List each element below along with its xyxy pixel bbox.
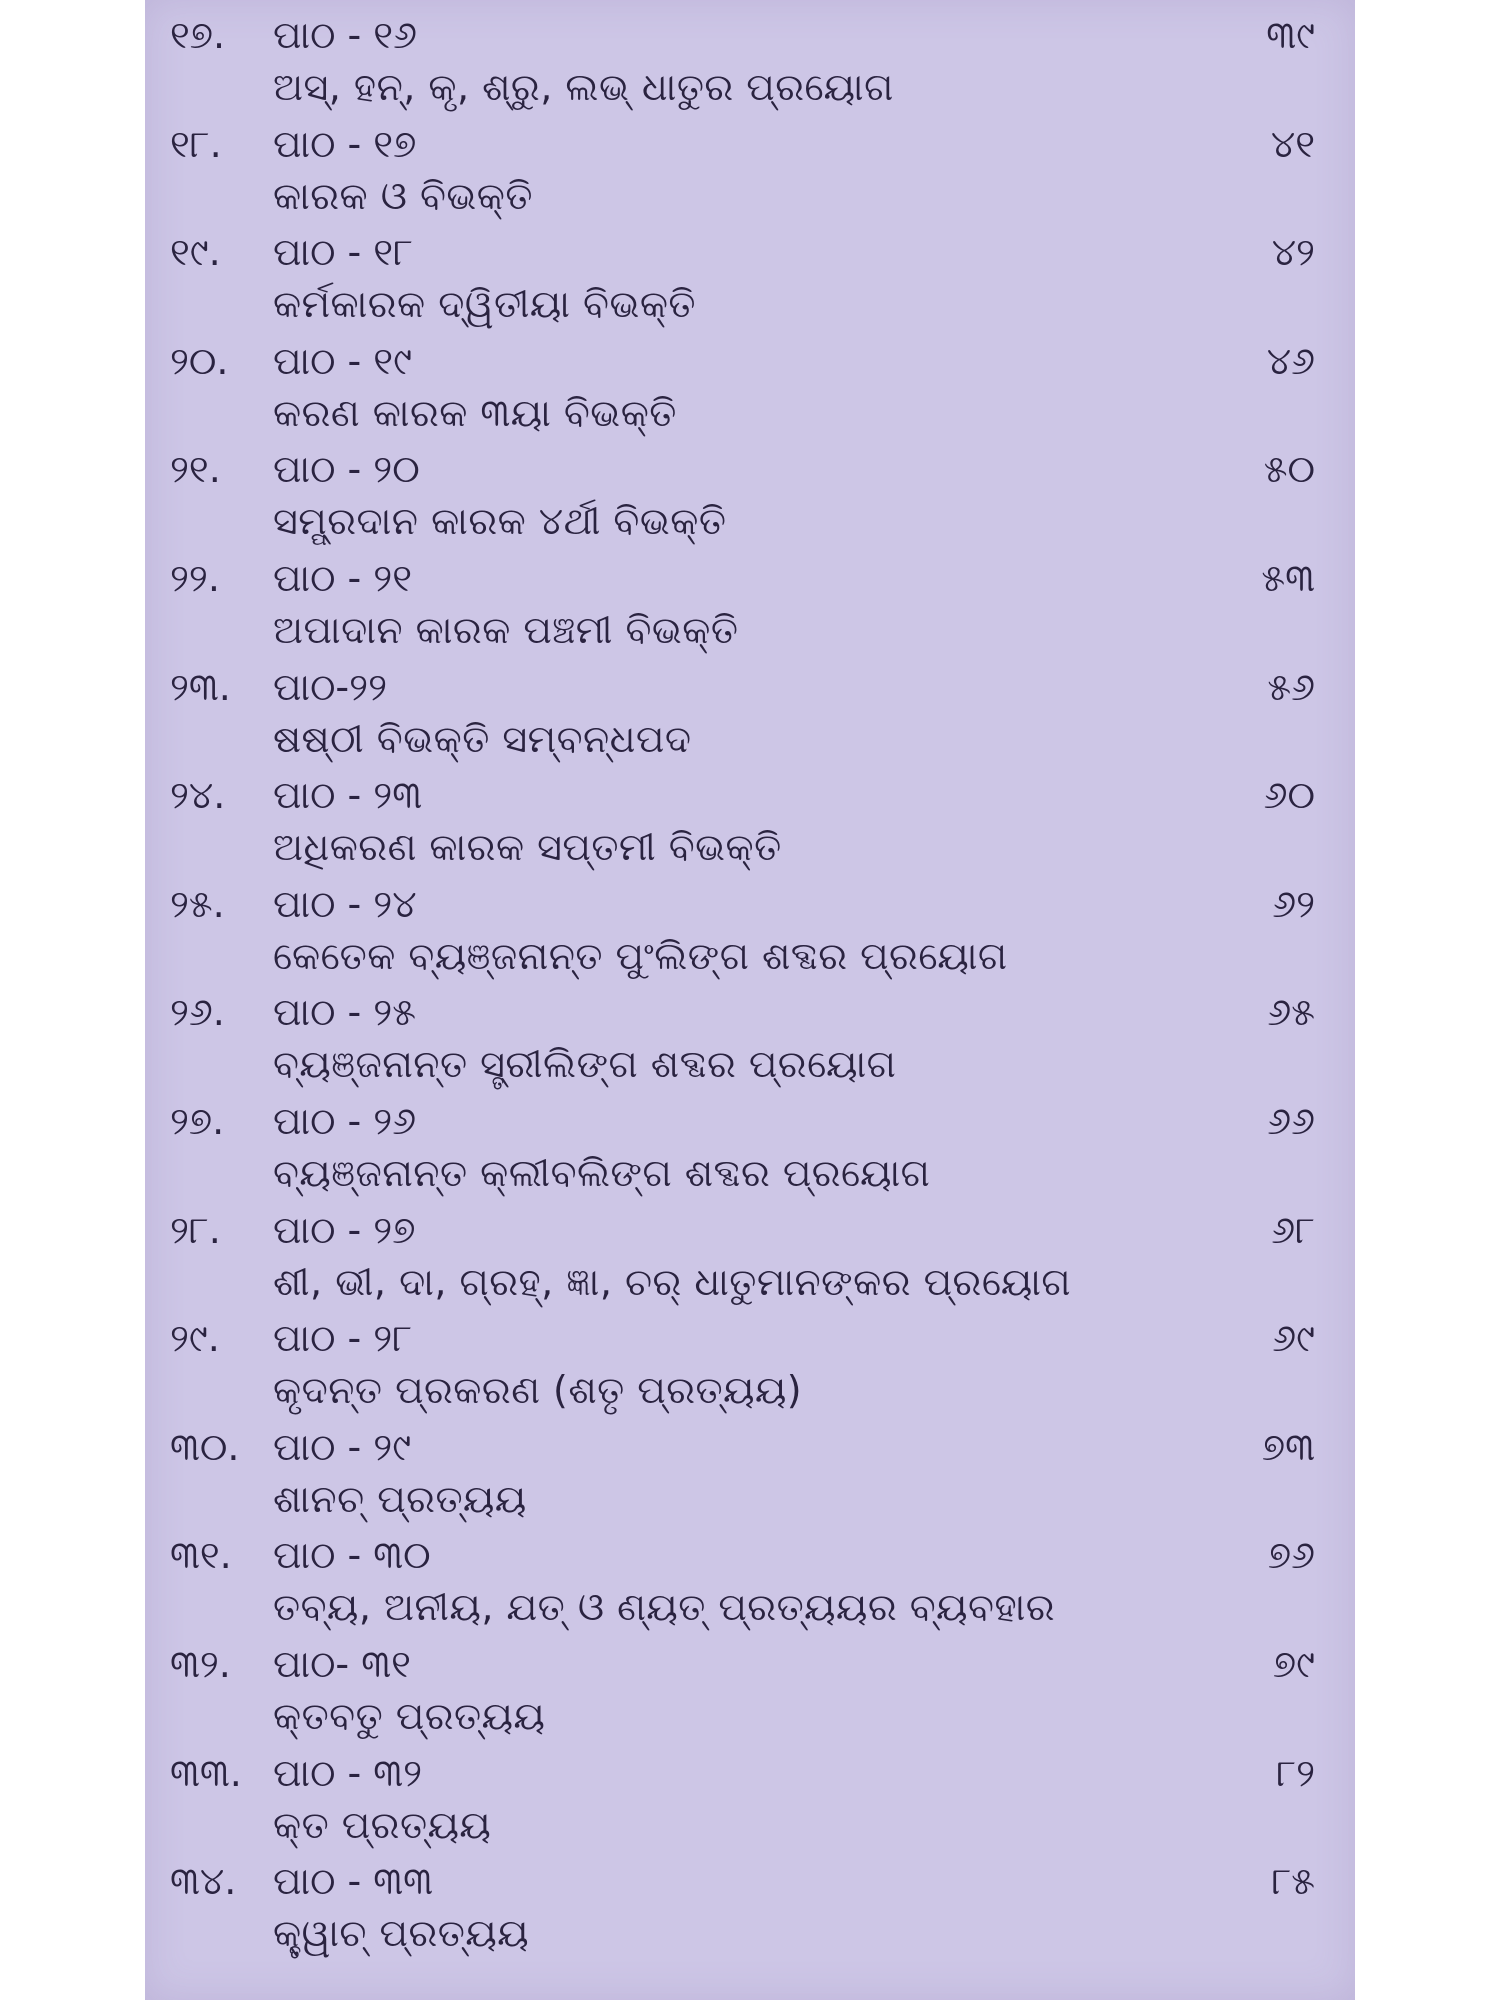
entry-title: ତବ୍ୟ, ଅନୀୟ, ଯତ୍ ଓ ଣ୍ୟତ୍ ପ୍ରତ୍ୟୟର ବ୍ୟବହାର xyxy=(273,1585,1056,1630)
toc-entry xyxy=(145,1746,1355,1855)
entry-number: ୨୪. xyxy=(170,773,226,818)
toc-entry xyxy=(145,1420,1355,1529)
toc-entry xyxy=(145,985,1355,1094)
page-number: ୬୨ xyxy=(1272,881,1315,926)
lesson-label: ପାଠ - ୧୮ xyxy=(273,230,413,275)
page-number: ୪୧ xyxy=(1270,121,1315,166)
page-number: ୭୩ xyxy=(1261,1424,1315,1469)
entry-number: ୧୮. xyxy=(170,121,222,166)
entry-number: ୨୯. xyxy=(170,1316,220,1361)
entry-title: କରଣ କାରକ ୩ୟା ବିଭକ୍ତି xyxy=(273,390,677,435)
entry-title: ଶୀ, ଭୀ, ଦା, ଗ୍ରହ୍, ଜ୍ଞା, ଚର୍ ଧାତୁମାନଙ୍କର ପ୍ରୟୋଗ xyxy=(273,1259,1072,1304)
entry-title: କ୍ତ୍ୱାଚ୍ ପ୍ରତ୍ୟୟ xyxy=(273,1911,530,1956)
entry-number: ୨୦. xyxy=(170,338,229,383)
lesson-label: ପାଠ - ୧୯ xyxy=(273,338,412,383)
lesson-label: ପାଠ - ୨୧ xyxy=(273,555,413,600)
entry-title: କେତେକ ବ୍ୟଞ୍ଜନାନ୍ତ ପୁଂଲିଙ୍ଗ ଶବ୍ଦର ପ୍ରୟୋଗ xyxy=(273,933,1008,978)
lesson-label: ପାଠ-୨୨ xyxy=(273,664,387,709)
entry-title: ସମ୍ପ୍ରଦାନ କାରକ ୪ର୍ଥୀ ବିଭକ୍ତି xyxy=(273,499,727,544)
toc-entry xyxy=(145,1528,1355,1637)
toc-entry xyxy=(145,1094,1355,1203)
entry-number: ୨୨. xyxy=(170,555,220,600)
entry-title: କର୍ମକାରକ ଦ୍ୱିତୀୟା ବିଭକ୍ତି xyxy=(273,282,697,327)
entry-number: ୩୨. xyxy=(170,1641,231,1686)
toc-entry xyxy=(145,768,1355,877)
lesson-label: ପାଠ - ୧୭ xyxy=(273,121,417,166)
entry-number: ୨୧. xyxy=(170,447,221,492)
page-number: ୪୬ xyxy=(1266,338,1315,383)
lesson-label: ପାଠ - ୨୬ xyxy=(273,1098,417,1143)
entry-number: ୨୩. xyxy=(170,664,231,709)
entry-number: ୧୭. xyxy=(170,13,226,57)
page-number: ୮୫ xyxy=(1271,1859,1315,1904)
entry-title: ଅଧିକରଣ କାରକ ସପ୍ତମୀ ବିଭକ୍ତି xyxy=(273,825,782,870)
entry-number: ୨୮. xyxy=(170,1207,221,1252)
page-number: ୫୩ xyxy=(1261,555,1315,600)
lesson-label: ପାଠ - ୩୩ xyxy=(273,1859,434,1904)
entry-number: ୩୦. xyxy=(170,1424,240,1469)
entry-title: କ୍ତବତୁ ପ୍ରତ୍ୟୟ xyxy=(273,1693,546,1738)
entry-title: କାରକ ଓ ବିଭକ୍ତି xyxy=(273,173,533,218)
page-number: ୩୯ xyxy=(1266,13,1315,57)
lesson-label: ପାଠ - ୨୦ xyxy=(273,447,420,492)
toc-entry xyxy=(145,1311,1355,1420)
entry-title: ବ୍ୟଞ୍ଜନାନ୍ତ ସ୍ତ୍ରୀଲିଙ୍ଗ ଶବ୍ଦର ପ୍ରୟୋଗ xyxy=(273,1042,897,1087)
page-number: ୬୮ xyxy=(1271,1207,1315,1252)
lesson-label: ପାଠ - ୨୯ xyxy=(273,1424,412,1469)
book-page xyxy=(145,0,1355,2000)
entry-number: ୨୬. xyxy=(170,990,225,1035)
entry-title: କ୍ତ ପ୍ରତ୍ୟୟ xyxy=(273,1802,492,1847)
entry-number: ୨୭. xyxy=(170,1098,225,1143)
lesson-label: ପାଠ - ୩୨ xyxy=(273,1750,423,1795)
toc-entry xyxy=(145,442,1355,551)
page-number: ୫୬ xyxy=(1267,664,1315,709)
page-number: ୭୯ xyxy=(1272,1641,1315,1686)
page-number: ୭୬ xyxy=(1267,1533,1315,1578)
entry-title: ବ୍ୟଞ୍ଜନାନ୍ତ କ୍ଲୀବଲିଙ୍ଗ ଶବ୍ଦର ପ୍ରୟୋଗ xyxy=(273,1150,931,1195)
toc-entry xyxy=(145,8,1355,117)
toc-entry xyxy=(145,660,1355,769)
page-number: ୬୬ xyxy=(1267,1098,1315,1143)
page-number: ୬୫ xyxy=(1267,990,1315,1035)
lesson-label: ପାଠ - ୨୫ xyxy=(273,990,416,1035)
entry-number: ୩୧. xyxy=(170,1533,232,1578)
toc-entry xyxy=(145,334,1355,443)
toc-entry xyxy=(145,1854,1355,1963)
entry-number: ୨୫. xyxy=(170,881,225,926)
lesson-label: ପାଠ - ୨୩ xyxy=(273,773,423,818)
lesson-label: ପାଠ - ୩୦ xyxy=(273,1533,431,1578)
lesson-label: ପାଠ - ୧୬ xyxy=(273,13,417,57)
page-number: ୬୦ xyxy=(1263,773,1315,818)
toc-entry xyxy=(145,877,1355,986)
toc-entry xyxy=(145,225,1355,334)
entry-number: ୩୪. xyxy=(170,1859,237,1904)
lesson-label: ପାଠ - ୨୭ xyxy=(273,1207,416,1252)
lesson-label: ପାଠ - ୨୮ xyxy=(273,1316,413,1361)
toc-entry xyxy=(145,1637,1355,1746)
toc-entry xyxy=(145,1203,1355,1312)
entry-title: ଶାନଚ୍ ପ୍ରତ୍ୟୟ xyxy=(273,1476,527,1521)
entry-number: ୩୩. xyxy=(170,1750,242,1795)
lesson-label: ପାଠ - ୨୪ xyxy=(273,881,417,926)
table-of-contents xyxy=(145,8,1355,1963)
lesson-label: ପାଠ- ୩୧ xyxy=(273,1641,411,1686)
page-number: ୬୯ xyxy=(1272,1316,1315,1361)
toc-entry xyxy=(145,551,1355,660)
entry-title: ଅସ୍, ହନ୍, କୃ, ଶ୍ରୁ, ଲଭ୍ ଧାତୁର ପ୍ରୟୋଗ xyxy=(273,65,894,109)
entry-number: ୧୯. xyxy=(170,230,221,275)
page-number: ୮୨ xyxy=(1276,1750,1315,1795)
entry-title: ଅପାଦାନ କାରକ ପଞ୍ଚମୀ ବିଭକ୍ତି xyxy=(273,607,739,652)
toc-entry xyxy=(145,117,1355,226)
page-number: ୫୦ xyxy=(1263,447,1315,492)
entry-title: କୃଦନ୍ତ ପ୍ରକରଣ (ଶତୃ ପ୍ରତ୍ୟୟ) xyxy=(273,1368,803,1413)
entry-title: ଷଷ୍ଠୀ ବିଭକ୍ତି ସମ୍ବନ୍ଧପଦ xyxy=(273,716,692,761)
page-number: ୪୨ xyxy=(1271,230,1315,275)
